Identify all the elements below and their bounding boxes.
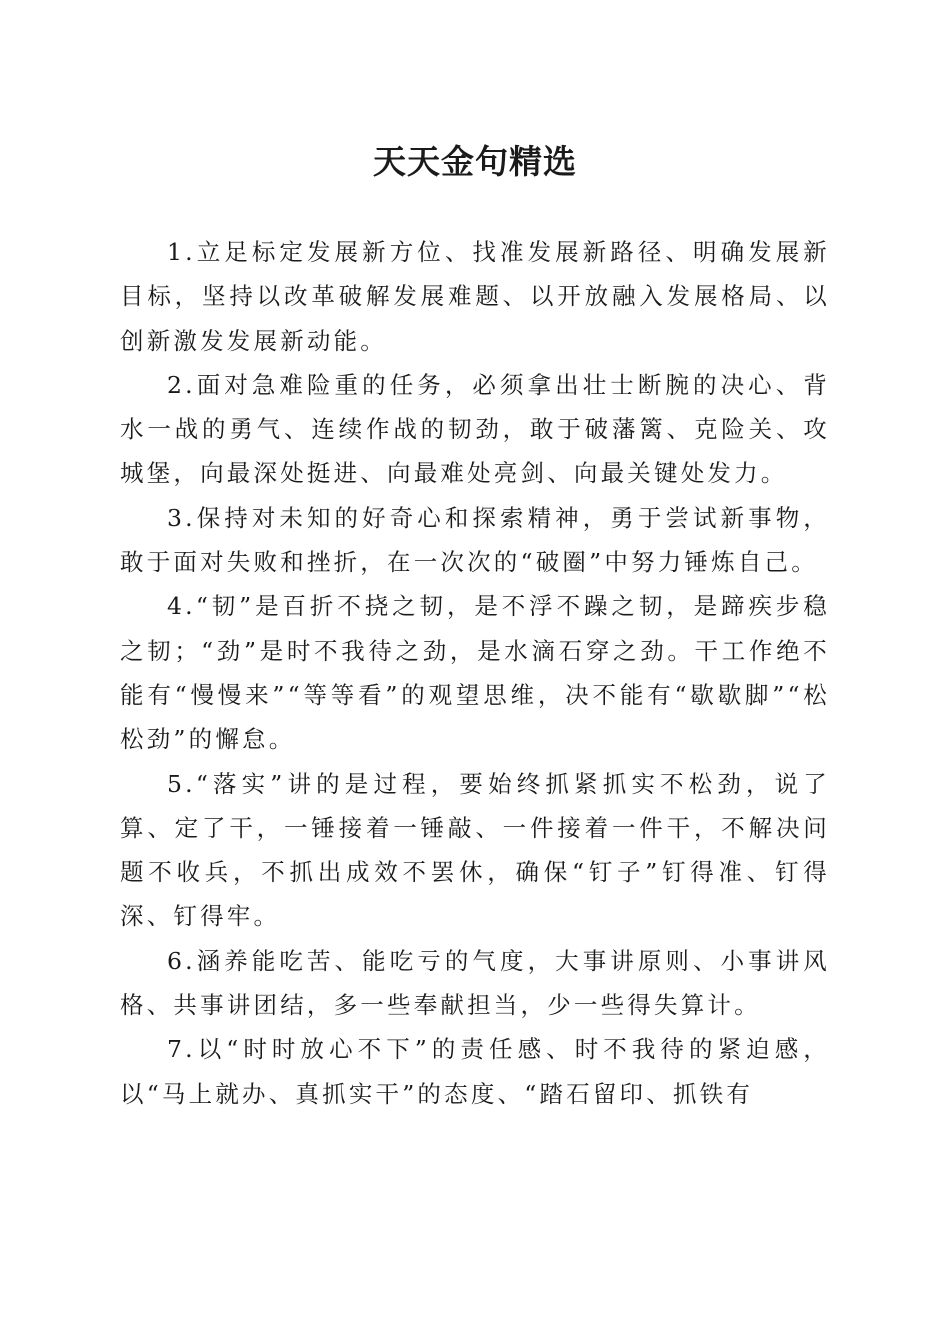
paragraph-2: 2.面对急难险重的任务，必须拿出壮士断腕的决心、背水一战的勇气、连续作战的韧劲，敢于破藩篱、克险关、攻城堡，向最深处挺进、向最难处亮剑、向最关键处发力。	[120, 370, 830, 488]
paragraph-3: 3.保持对未知的好奇心和探索精神，勇于尝试新事物，敢于面对失败和挫折，在一次次的“破圈”中努力锤炼自己。	[120, 503, 830, 577]
paragraph-4: 4.“韧”是百折不挠之韧，是不浮不躁之韧，是蹄疾步稳之韧；“劲”是时不我待之劲，是水滴石穿之劲。干工作绝不能有“慢慢来”“等等看”的观望思维，决不能有“歇歇脚”“松松劲”的懈怠。	[120, 592, 830, 754]
document-title: 天天金句精选	[373, 142, 577, 181]
paragraph-5: 5.“落实”讲的是过程，要始终抓紧抓实不松劲，说了算、定了干，一锤接着一锤敲、一件接着一件干，不解决问题不收兵，不抓出成效不罢休，确保“钉子”钉得准、钉得深、钉得牢。	[120, 769, 830, 931]
paragraph-7: 7.以“时时放心不下”的责任感、时不我待的紧迫感，以“马上就办、真抓实干”的态度、“踏石留印、抓铁有	[120, 1035, 830, 1108]
document-body	[120, 230, 830, 1116]
paragraph-1: 1.立足标定发展新方位、找准发展新路径、明确发展新目标，坚持以改革破解发展难题、以开放融入发展格局、以创新激发发展新动能。	[120, 238, 830, 355]
paragraph-6: 6.涵养能吃苦、能吃亏的气度，大事讲原则、小事讲风格、共事讲团结，多一些奉献担当，少一些得失算计。	[120, 946, 830, 1020]
